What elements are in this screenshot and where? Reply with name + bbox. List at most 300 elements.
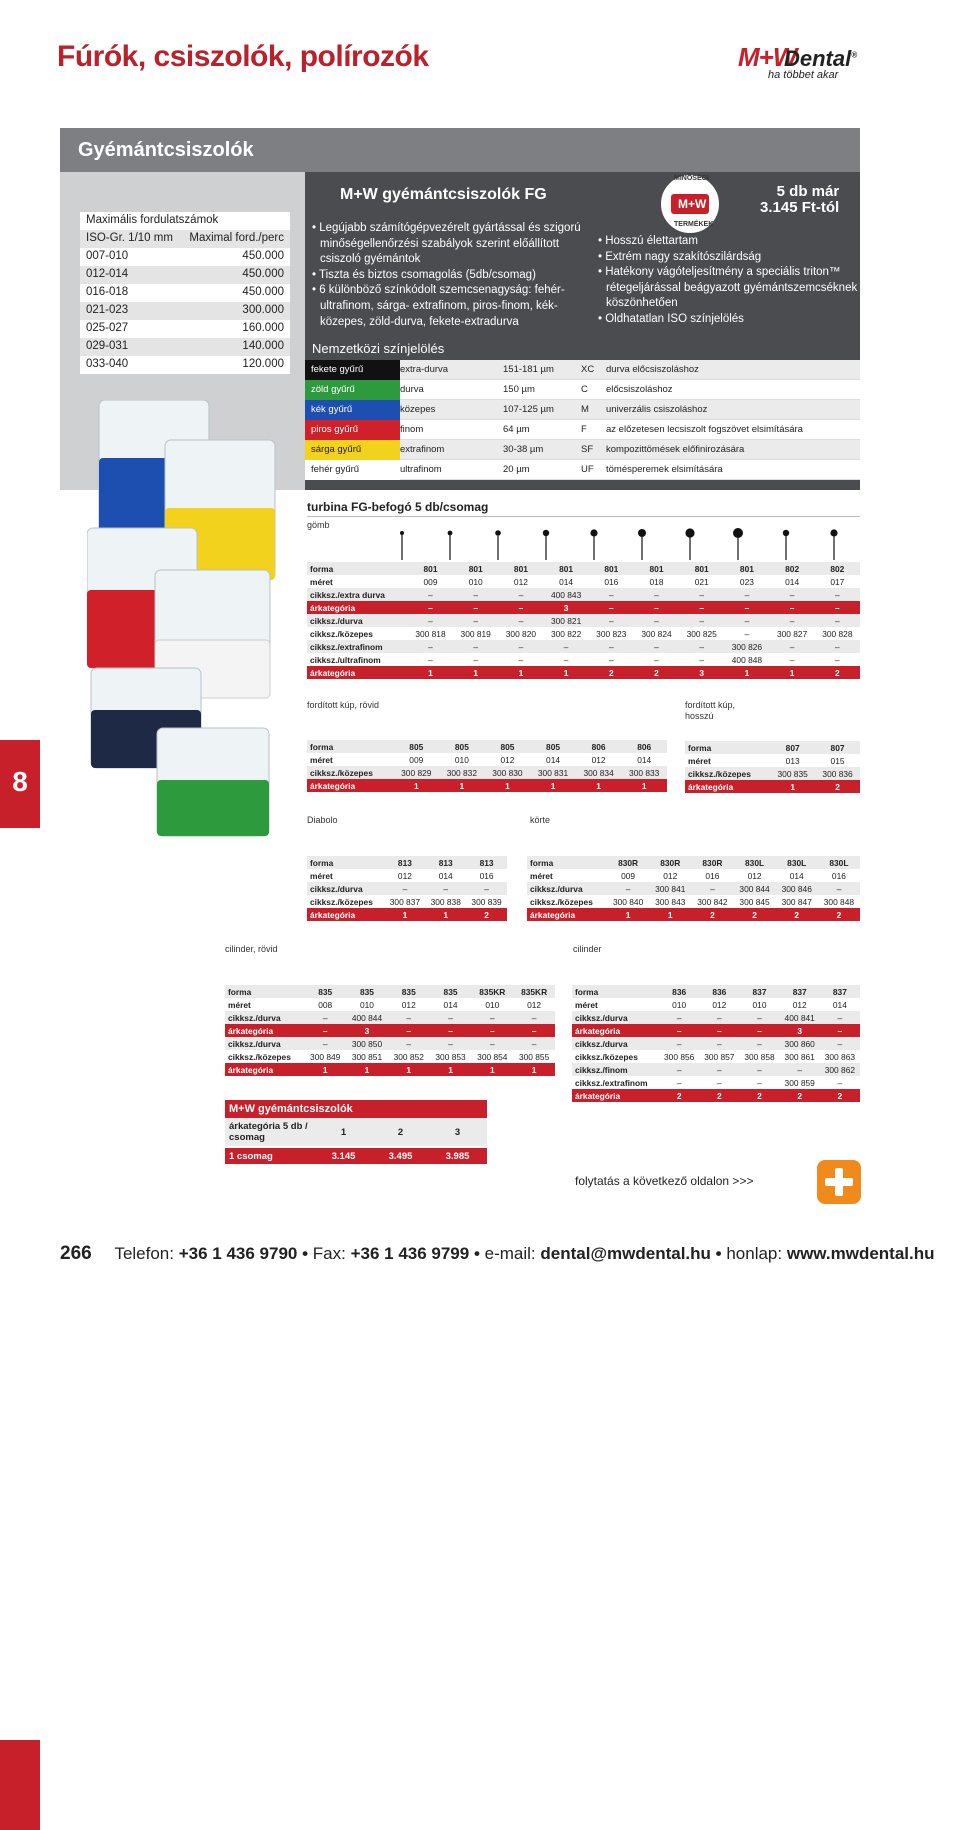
fk-hosszu-label: fordított kúp, hosszú: [685, 700, 736, 721]
web-link[interactable]: www.mwdental.hu: [786, 1244, 935, 1263]
color-code-row: [305, 420, 860, 440]
table-cell: árkategória: [225, 1024, 304, 1037]
table-cell: árkategória: [685, 780, 770, 793]
table-cell: 012: [397, 870, 412, 881]
price-box: [225, 1100, 487, 1166]
table-cell: 2: [733, 908, 775, 921]
table-cell: 012: [792, 999, 807, 1010]
table-cell: –: [473, 641, 479, 652]
table-cell: 300 822: [550, 628, 582, 639]
bullet-item: • Tiszta és biztos csomagolás (5db/csomag): [312, 268, 536, 281]
table-cell: méret: [575, 999, 598, 1010]
table-cell: 837: [792, 986, 807, 997]
table-cell: 012: [712, 999, 727, 1010]
table-cell: 300 853: [435, 1051, 466, 1062]
pricebox-price: 3.145: [331, 1150, 356, 1162]
table-cell: cikksz./durva: [228, 1012, 281, 1023]
table-row: [527, 869, 860, 882]
table-cell: –: [837, 1038, 843, 1049]
table-cell: –: [789, 641, 795, 652]
table-cell: 813: [438, 857, 453, 868]
table-cell: 008: [318, 999, 333, 1010]
table-cell: 801: [604, 563, 619, 574]
speed-cell: 007-010: [86, 250, 129, 262]
table-cell: –: [676, 1077, 682, 1088]
table-cell: 300 830: [492, 767, 523, 778]
chapter-tab: 8: [0, 740, 40, 828]
table-cell: 2: [776, 908, 818, 921]
table-cell: –: [608, 641, 614, 652]
table-cell: –: [428, 589, 433, 600]
table-cell: 1: [544, 666, 589, 679]
table-cell: 300 856: [664, 1051, 695, 1062]
table-cell: forma: [310, 563, 334, 574]
table-cell: 830R: [660, 857, 681, 868]
table-cell: cikksz./közepes: [688, 768, 751, 779]
table-cell: cikksz./extrafinom: [575, 1077, 648, 1088]
table-cell: 300 844: [739, 883, 770, 894]
plus-icon: [817, 1160, 861, 1204]
color-code-cell: extrafinom: [400, 444, 445, 455]
table-cell: –: [739, 1024, 779, 1037]
table-cell: –: [744, 615, 750, 626]
table-cell: 300 845: [739, 896, 770, 907]
color-code-row: [305, 360, 860, 380]
table-cell: 014: [832, 999, 847, 1010]
table-cell: 1: [425, 908, 466, 921]
table-cell: 807: [830, 742, 845, 753]
table-cell: –: [835, 589, 840, 600]
table-cell: 018: [649, 576, 664, 587]
table-cell: 010: [752, 999, 767, 1010]
cil-label: cilinder: [573, 944, 602, 954]
table-cell: árkategória: [307, 908, 384, 921]
table-cell: –: [717, 1077, 722, 1088]
table-cell: árkategória: [307, 779, 394, 792]
table-row: [307, 740, 667, 753]
price-tag: [760, 184, 839, 216]
color-code-cell: extra-durva: [400, 364, 449, 375]
table-cell: 807: [785, 742, 800, 753]
table-cell: 300 837: [389, 896, 421, 907]
table-cell: 836: [712, 986, 727, 997]
color-code-cell: XC: [581, 364, 595, 375]
table-cell: 010: [485, 999, 500, 1010]
table-row: [572, 1024, 860, 1037]
table-row: [572, 1089, 860, 1102]
table-cell: –: [679, 601, 724, 614]
table-cell: 1: [430, 1063, 472, 1076]
email-label: e-mail:: [484, 1244, 536, 1263]
table-cell: 400 841: [784, 1012, 815, 1023]
table-cell: 300 841: [655, 883, 686, 894]
color-code-row: [305, 380, 860, 400]
table-cell: 2: [691, 908, 733, 921]
table-row: [307, 895, 507, 908]
table-cell: 300 829: [401, 767, 432, 778]
table-cell: 300 854: [477, 1051, 508, 1062]
table-cell: árkategória: [572, 1089, 659, 1102]
table-cell: –: [471, 1024, 513, 1037]
table-cell: 400 848: [731, 654, 763, 665]
table-cell: cikksz./finom: [575, 1064, 628, 1075]
table-cell: cikksz./közepes: [575, 1051, 638, 1062]
speed-col2: Maximal ford./perc: [189, 232, 284, 244]
table-cell: –: [406, 1038, 412, 1049]
table-cell: –: [402, 883, 408, 894]
speed-row: [80, 266, 290, 284]
color-code-row: [305, 460, 860, 480]
table-cell: –: [322, 1038, 328, 1049]
table-cell: –: [676, 1012, 682, 1023]
table-cell: 010: [672, 999, 687, 1010]
table-cell: 300 831: [537, 767, 569, 778]
speed-cell: 160.000: [242, 322, 284, 334]
table-cell: méret: [530, 870, 553, 881]
email-link[interactable]: dental@mwdental.hu: [540, 1244, 711, 1263]
table-cell: –: [757, 1077, 762, 1088]
pricebox-cat: 1: [340, 1126, 347, 1138]
table-cell: –: [518, 641, 524, 652]
continue-link[interactable]: folytatás a következő oldalon >>>: [575, 1174, 754, 1188]
korte-label: körte: [530, 815, 551, 825]
table-row: [225, 1050, 555, 1063]
table-row: [307, 779, 667, 792]
color-code-cell: fehér gyűrű: [305, 460, 400, 480]
table-cell: –: [789, 654, 795, 665]
color-code-cell: piros gyűrű: [305, 420, 400, 440]
table-cell: –: [835, 615, 840, 626]
table-row: [527, 908, 860, 921]
table-cell: 1: [770, 780, 815, 793]
table-cell: –: [835, 654, 840, 665]
table-cell: –: [837, 1077, 843, 1088]
page-title: Fúrók, csiszolók, polírozók: [57, 40, 429, 73]
table-cell: 3: [346, 1024, 388, 1037]
table-cell: –: [699, 641, 705, 652]
table-cell: 1: [724, 666, 769, 679]
table-cell: –: [513, 1024, 555, 1037]
color-code-cell: közepes: [400, 404, 436, 415]
logo-dental: Dental®: [784, 46, 858, 71]
table-cell: 3: [679, 666, 724, 679]
color-code-cell: 107-125 µm: [503, 404, 554, 415]
table-cell: –: [489, 1038, 495, 1049]
speed-row: [80, 356, 290, 374]
table-cell: 300 838: [430, 896, 461, 907]
color-code-cell: tömésperemek elsimítására: [606, 464, 723, 475]
table-cell: 012: [747, 870, 762, 881]
table-row: [685, 741, 860, 754]
table-row: [307, 653, 860, 666]
table-row: [527, 882, 860, 895]
table-cell: 300 842: [697, 896, 728, 907]
table-cell: –: [757, 1064, 762, 1075]
table-cell: méret: [228, 999, 251, 1010]
table-row: [225, 1037, 555, 1050]
table-cell: 837: [832, 986, 847, 997]
table-cell: 1: [485, 779, 531, 792]
table-cell: 009: [621, 870, 636, 881]
table-cell: 012: [401, 999, 416, 1010]
cil-rovid-table: [225, 985, 555, 1076]
speed-cell: 016-018: [86, 286, 129, 298]
table-cell: méret: [310, 754, 333, 765]
table-cell: 1: [439, 779, 485, 792]
table-cell: –: [699, 615, 705, 626]
table-cell: –: [563, 641, 569, 652]
table-cell: 2: [589, 666, 634, 679]
table-cell: 300 850: [351, 1038, 383, 1049]
fk-hosszu-table: [685, 741, 860, 793]
table-cell: 300 847: [781, 896, 812, 907]
table-cell: 801: [513, 563, 528, 574]
table-cell: cikksz./durva: [575, 1038, 628, 1049]
table-cell: 2: [820, 1089, 860, 1102]
table-cell: 2: [699, 1089, 739, 1102]
table-cell: –: [518, 654, 524, 665]
pricebox-price: 3.495: [388, 1150, 413, 1162]
color-code-cell: zöld gyűrű: [305, 380, 400, 400]
table-cell: –: [473, 654, 479, 665]
color-code-cell: M: [581, 404, 589, 415]
table-cell: –: [322, 1012, 328, 1023]
phone: +36 1 436 9790: [178, 1244, 298, 1263]
speed-heading: Maximális fordulatszámok: [86, 214, 219, 226]
table-cell: 014: [443, 999, 458, 1010]
table-row: [527, 895, 860, 908]
table-cell: 023: [739, 576, 754, 587]
table-cell: cikksz./durva: [310, 883, 363, 894]
table-row: [225, 1024, 555, 1037]
product-photos: [87, 400, 292, 840]
table-cell: cikksz./durva: [310, 615, 363, 626]
table-cell: –: [608, 654, 614, 665]
speed-row: [80, 248, 290, 266]
speed-table: [80, 212, 290, 374]
table-cell: cikksz./durva: [530, 883, 583, 894]
table-cell: 300 824: [641, 628, 672, 639]
table-cell: –: [634, 601, 679, 614]
table-cell: 012: [663, 870, 678, 881]
table-cell: 1: [388, 1063, 430, 1076]
table-cell: cikksz./extrafinom: [310, 641, 383, 652]
price-line1: 5 db már: [776, 183, 840, 200]
table-cell: 2: [818, 908, 860, 921]
table-cell: 1: [346, 1063, 388, 1076]
table-row: [685, 754, 860, 767]
table-cell: cikksz./ultrafinom: [310, 654, 381, 665]
table-cell: 300 849: [310, 1051, 341, 1062]
logo-tagline: ha többet akar: [768, 69, 839, 81]
table-cell: 802: [785, 563, 800, 574]
divider: [307, 516, 860, 517]
bullet-item: • 6 különböző színkódolt szemcsenagyság: fehér- ultrafinom, sárga- extrafinom, piros-finom, kék-közepes, zöld-durva, fekete-extradurva: [312, 284, 565, 328]
table-cell: –: [835, 641, 840, 652]
table-cell: 300 827: [776, 628, 808, 639]
table-cell: 3: [544, 601, 589, 614]
bullet-item: • Hosszú élettartam: [598, 235, 698, 247]
table-cell: 010: [454, 754, 469, 765]
color-code-cell: 150 µm: [503, 384, 535, 395]
table-cell: –: [699, 589, 705, 600]
table-cell: 010: [468, 576, 483, 587]
table-cell: 009: [423, 576, 438, 587]
table-cell: –: [428, 615, 433, 626]
logo-mw: M+W: [738, 42, 797, 72]
color-code-cell: C: [581, 384, 588, 395]
table-cell: cikksz./közepes: [228, 1051, 291, 1062]
table-cell: –: [717, 1038, 722, 1049]
speed-cell: 033-040: [86, 358, 129, 370]
table-cell: 300 851: [351, 1051, 383, 1062]
table-cell: 016: [604, 576, 619, 587]
color-code-cell: fekete gyűrű: [305, 360, 400, 380]
table-cell: –: [757, 1012, 762, 1023]
table-cell: –: [443, 883, 449, 894]
speed-cell: 450.000: [242, 286, 284, 298]
speed-row: [80, 320, 290, 338]
table-cell: 805: [454, 741, 469, 752]
pricebox-row2-label: 1 csomag: [229, 1150, 273, 1162]
pricebox-price: 3.985: [445, 1150, 470, 1162]
table-cell: –: [430, 1024, 472, 1037]
speed-row: [80, 338, 290, 356]
table-cell: forma: [530, 857, 554, 868]
table-cell: 2: [466, 908, 507, 921]
pricebox-row1-label: árkategória 5 db / csomag: [229, 1121, 308, 1143]
color-code-cell: kék gyűrű: [305, 400, 400, 420]
table-cell: 300 857: [704, 1051, 735, 1062]
table-cell: 1: [530, 779, 576, 792]
table-cell: –: [699, 654, 705, 665]
pricebox-cat: 2: [397, 1126, 404, 1138]
speed-row: [80, 284, 290, 302]
speed-cell: 450.000: [242, 268, 284, 280]
fk-rovid-table: [307, 740, 667, 792]
table-cell: –: [518, 615, 524, 626]
table-cell: –: [757, 1038, 762, 1049]
table-cell: –: [744, 628, 750, 639]
cil-rovid-label: cilinder, rövid: [225, 944, 278, 954]
table-cell: –: [815, 601, 860, 614]
table-cell: 016: [831, 870, 846, 881]
table-cell: 835: [443, 986, 458, 997]
table-cell: forma: [228, 986, 252, 997]
table-cell: 1: [513, 1063, 555, 1076]
brand-logo: [738, 42, 863, 82]
table-cell: 835KR: [521, 986, 548, 997]
table-cell: –: [428, 654, 433, 665]
fg-bullets-right: [598, 234, 860, 328]
bullet-item: • Oldhatatlan ISO színjelölés: [598, 312, 744, 325]
fk-rovid-label: fordított kúp, rövid: [307, 700, 380, 710]
bullet-item: • Hatékony vágóteljesítmény a speciális triton™ rétegeljárással beágyazott gyémántszemcséknek köszönhetően: [598, 266, 858, 310]
table-row: [572, 1050, 860, 1063]
fg-bullets-left: [312, 221, 602, 330]
table-cell: –: [489, 1012, 495, 1023]
table-cell: 300 819: [460, 628, 491, 639]
table-cell: 300 843: [655, 896, 686, 907]
table-cell: 300 862: [824, 1064, 856, 1075]
table-cell: forma: [310, 741, 334, 752]
table-row: [685, 780, 860, 793]
table-cell: –: [428, 641, 433, 652]
table-cell: –: [406, 1012, 412, 1023]
color-code-table: [305, 360, 860, 480]
table-cell: –: [789, 615, 795, 626]
gomb-label: gömb: [307, 520, 330, 530]
table-cell: 837: [752, 986, 767, 997]
color-code-cell: 20 µm: [503, 464, 530, 475]
color-code-cell: UF: [581, 464, 594, 475]
table-row: [307, 882, 507, 895]
table-cell: 805: [409, 741, 424, 752]
color-code-cell: 151-181 µm: [503, 364, 554, 375]
table-cell: –: [518, 589, 524, 600]
pricebox-title: M+W gyémántcsiszolók: [225, 1100, 487, 1118]
table-cell: –: [453, 601, 498, 614]
table-cell: 1: [453, 666, 498, 679]
badge-bot: TERMÉKEK: [674, 221, 714, 228]
table-cell: árkategória: [572, 1024, 659, 1037]
table-cell: 021: [694, 576, 709, 587]
table-cell: árkategória: [527, 908, 607, 921]
table-row: [572, 1076, 860, 1089]
table-cell: 300 846: [781, 883, 812, 894]
table-row: [307, 766, 667, 779]
table-cell: 1: [649, 908, 691, 921]
table-cell: –: [531, 1038, 537, 1049]
color-code-cell: finom: [400, 424, 424, 435]
section-title: Gyémántcsiszolók: [60, 128, 860, 172]
table-cell: méret: [310, 576, 333, 587]
table-cell: 012: [527, 999, 542, 1010]
table-cell: –: [744, 589, 750, 600]
speed-row: [80, 302, 290, 320]
table-row: [685, 767, 860, 780]
gomb-table: [307, 562, 860, 679]
table-cell: 300 839: [471, 896, 502, 907]
table-row: [307, 869, 507, 882]
speed-cell: 120.000: [242, 358, 284, 370]
table-cell: 835: [401, 986, 416, 997]
table-cell: cikksz./durva: [228, 1038, 281, 1049]
table-row: [307, 753, 667, 766]
table-cell: 014: [789, 870, 804, 881]
table-cell: 830R: [702, 857, 723, 868]
table-cell: forma: [310, 857, 334, 868]
table-cell: –: [498, 601, 543, 614]
table-cell: 2: [739, 1089, 779, 1102]
table-cell: –: [608, 589, 614, 600]
table-cell: 300 859: [784, 1077, 815, 1088]
color-code-cell: univerzális csiszoláshoz: [606, 404, 708, 415]
table-cell: 835: [359, 986, 374, 997]
table-cell: –: [473, 615, 479, 626]
table-cell: 801: [559, 563, 574, 574]
color-code-cell: 64 µm: [503, 424, 530, 435]
table-cell: 801: [468, 563, 483, 574]
table-cell: 014: [559, 576, 574, 587]
table-cell: 802: [830, 563, 845, 574]
table-cell: 300 858: [744, 1051, 775, 1062]
table-row: [225, 1063, 555, 1076]
table-cell: 300 835: [777, 768, 808, 779]
speed-cell: 012-014: [86, 268, 129, 280]
table-cell: 3: [780, 1024, 820, 1037]
table-cell: 806: [591, 741, 606, 752]
